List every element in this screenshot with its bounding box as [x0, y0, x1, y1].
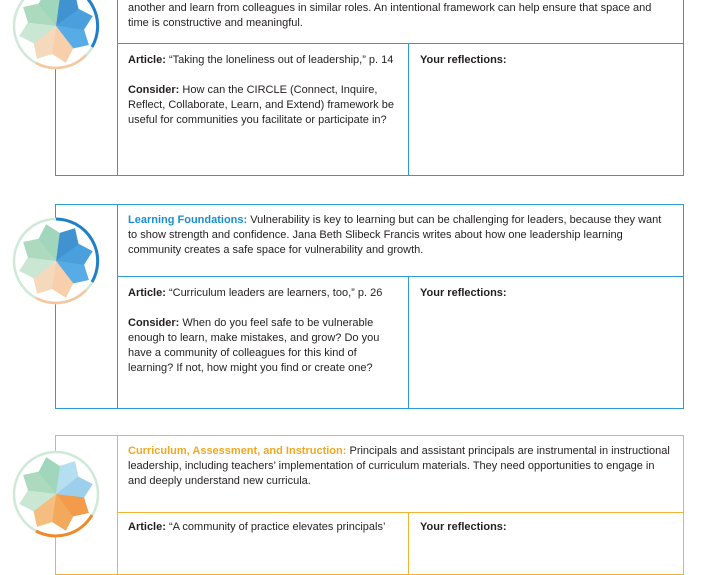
card-intro: [128, 213, 671, 258]
consider-label: Consider:: [128, 84, 180, 96]
circle-emblem-icon: [10, 0, 102, 72]
article-label: Article:: [128, 521, 166, 533]
reflection-card-1: [55, 0, 684, 176]
intro-lead: Learning Foundations:: [128, 214, 248, 226]
circle-emblem-icon: [10, 215, 102, 307]
consider-label: Consider:: [128, 317, 180, 329]
intro-text: Principals and assistant principals are instrumental in instructional leadership, including teachers’ implementation of curriculum materials. They need opportunities to engage in and deeply understand new curricula.: [128, 445, 670, 487]
article-block: [128, 286, 398, 376]
reflections-label: Your reflections:: [420, 54, 507, 66]
intro-text: Vulnerability is key to learning but can be challenging for leaders, because they want to show strength and confidence. Jana Beth Slibeck Francis writes about how one leadership learning community creates a safe space for vulnerability and growth.: [128, 214, 662, 256]
article-title: “Curriculum leaders are learners, too,” p. 26: [165, 287, 383, 299]
article-title: “A community of practice elevates principals’: [165, 521, 386, 533]
article-label: Article:: [128, 287, 166, 299]
intro-text: another and learn from colleagues in similar roles. An intentional framework can help ensure that space and time is constructive and meaningful.: [128, 2, 652, 29]
card-intro: [128, 1, 671, 31]
reflection-card-3: [55, 435, 684, 575]
circle-emblem-icon: [10, 448, 102, 540]
consider-text: When do you feel safe to be vulnerable enough to learn, make mistakes, and grow? Do you have a community of colleagues for this kind of learning? If not, how might you find or create one?: [128, 317, 380, 374]
article-block: [128, 520, 398, 535]
article-title: “Taking the loneliness out of leadership,” p. 14: [165, 54, 394, 66]
article-label: Article:: [128, 54, 166, 66]
reflections-label: Your reflections:: [420, 287, 507, 299]
article-block: [128, 53, 398, 128]
reflection-card-2: [55, 204, 684, 409]
card-intro: [128, 444, 671, 489]
consider-text: How can the CIRCLE (Connect, Inquire, Reflect, Collaborate, Learn, and Extend) framework be useful for communities you facilitate or participate in?: [128, 84, 394, 126]
intro-lead: Curriculum, Assessment, and Instruction:: [128, 445, 347, 457]
reflections-label: Your reflections:: [420, 521, 507, 533]
